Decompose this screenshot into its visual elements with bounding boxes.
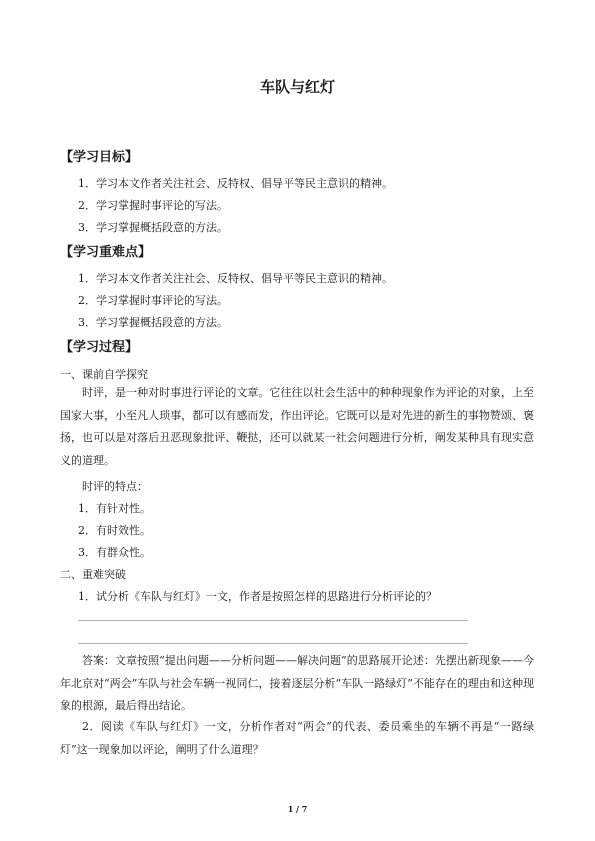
part1-paragraph: 时评，是一种对时事进行评论的文章。它往往以社会生活中的种种现象作为评论的对象，上至国家大事，小至凡人琐事，都可以有感而发，作出评论。它既可以是对先进的新生的事物赞颂、褒扬，也可以是对落后丑恶现象批评、鞭挞，还可以就某一社会问题进行分析，阐发某种具有现实意义的道理。: [60, 386, 534, 468]
answer-line-2: [78, 643, 468, 644]
page-title: 车队与红灯: [259, 78, 335, 96]
question-1: 1．试分析《车队与红灯》一文，作者是按照怎样的思路进行分析评论的？: [78, 590, 437, 603]
key-point-item-2: 2．学习掌握时事评论的写法。: [78, 294, 228, 307]
part1-title: 一、课前自学探究: [60, 368, 148, 381]
answer-1: 答案：文章按照“提出问题——分析问题——解决问题”的思路展开论述：先摆出新现象——今年北京对“两会”车队与社会车辆一视同仁，接着逐层分析“车队一路绿灯”不能存在的理由和这种现象的根源，最后得出结论。: [60, 654, 534, 713]
section-heading-goals: 【学习目标】: [60, 150, 139, 165]
goal-item-2: 2．学习掌握时事评论的写法。: [78, 199, 228, 212]
key-point-item-3: 3．学习掌握概括段意的方法。: [78, 316, 228, 329]
goal-item-1: 1．学习本文作者关注社会、反特权、倡导平等民主意识的精神。: [78, 177, 393, 190]
feature-item-2: 2．有时效性。: [78, 524, 151, 537]
answer-line-1: [78, 620, 468, 621]
part2-title: 二、重难突破: [60, 568, 126, 581]
key-point-item-1: 1．学习本文作者关注社会、反特权、倡导平等民主意识的精神。: [78, 272, 393, 285]
goal-item-3: 3．学习掌握概括段意的方法。: [78, 221, 228, 234]
feature-item-3: 3．有群众性。: [78, 546, 151, 559]
section-heading-key-points: 【学习重难点】: [60, 245, 152, 260]
section-heading-process: 【学习过程】: [60, 340, 139, 355]
feature-item-1: 1．有针对性。: [78, 502, 151, 515]
page-number: 1 / 7: [287, 804, 308, 814]
features-label: 时评的特点：: [82, 480, 148, 493]
question-2: 2．阅读《车队与红灯》一文，分析作者对“两会”的代表、委员乘坐的车辆不再是“一路绿灯”这一现象加以评论，阐明了什么道理？: [60, 720, 534, 756]
